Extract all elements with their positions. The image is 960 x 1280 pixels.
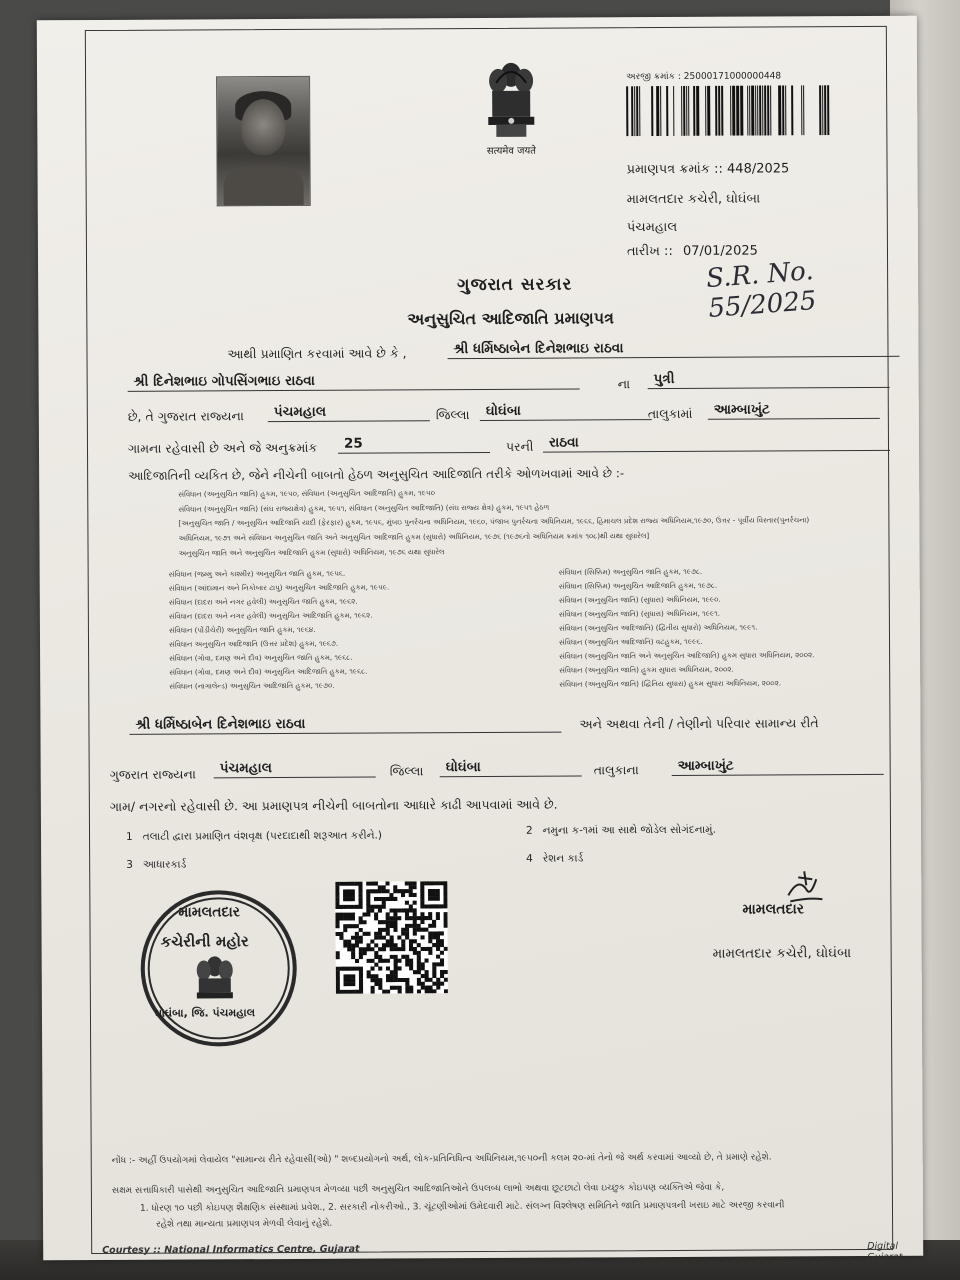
order-line: સંવિધાન (અનુસુચિત જાતિ અને અનુસુચિત આદિજાતિ) હુકમ સુધારા અધિનિયમ, ૨૦૦૨. xyxy=(559,650,815,661)
order-line: અનુસુચિત જાતિ અને અનુસુચિત આદિજાતિ હુકમ (સુધારો) અધિનિયમ, ૧૯૭૬ યથા સુધારેલ xyxy=(178,546,445,558)
resident-prefix: ગામના રહેવાસી છે અને જે અનુક્રમાંક xyxy=(127,439,318,456)
government-title: ગુજરાત સરકાર xyxy=(457,274,573,296)
order-line: [અનુસુચિત જાતિ / અનુસુચિત આદિજાતિ યાદી (ફેરફાર) હુકમ, ૧૯૫૬, મુંબઇ પુનર્રચના અધિનિયમ, ૧૯૬૦, પંજાબ પુનર્રચના અધિનિયમ, ૧૯૬૬, હિમાચલ પ્રદેશ રાજ્ય અધિનિયમ,૧૯૭૦, ઉત્તર - પૂર્વીય વિસ્તાર(પુનર્રચના) xyxy=(178,515,810,528)
order-line: સંવિધાન (અનુસુચિત જાતિ) (સુધારા) અધિનિયમ, ૧૯૯૧. xyxy=(558,608,721,619)
residence-district-label: જિલ્લા xyxy=(389,763,424,779)
order-line: સંવિધાન અનુસુચિત આદિજાતિ (ઉત્તર પ્રદેશ) હુકમ, ૧૯૬૭. xyxy=(169,638,339,649)
district-line: પંચમહાલ xyxy=(626,219,678,236)
certificate-date-row xyxy=(627,244,758,260)
document-item: 3 આધારકાર્ડ xyxy=(126,858,187,871)
signatory-designation: મામલતદાર xyxy=(742,901,805,918)
note-3: 1. ધોરણ ૧૦ પછી કોઇપણ શૈક્ષણિક સંસ્થામાં પ્રવેશ., 2. સરકારી નોકરીઓ., 3. ચૂંટણીઓમાં ઉમેદવારી માટે. સંલગ્ન વિશ્લેષણ સમિતિને જાતિ પ્રમાણપત્રની ખરાઇ માટે અરજી કરવાની xyxy=(139,1200,785,1214)
father-name-field: શ્રી દિનેશભાઇ ગોપસિંગભાઇ રાઠવા xyxy=(128,371,580,391)
national-emblem-icon xyxy=(476,57,546,147)
document-item: 1 તલાટી દ્વારા પ્રમાણિત વંશવૃક્ષ (પરદાદાથી શરૂઆત કરીને.) xyxy=(126,829,382,843)
seal-top-text: મામલતદાર xyxy=(178,904,241,921)
tribe-statement: આદિજાતિની વ્યકિત છે, જેને નીચેની બાબતો હેઠળ અનુસુચિત આદિજાતિ તરીકે ઓળખવામાં આવે છે :- xyxy=(128,466,625,483)
certificate-number-value: 448/2025 xyxy=(726,161,790,177)
date-value: 07/01/2025 xyxy=(682,243,758,259)
residence-village-field: આમ્બાખુંટ xyxy=(672,757,884,776)
order-line: સંવિધાન (અનુસુચિત જાતિ) હુકમ, ૧૯૫૦, સંવિધાન (અનુસુચિત આદિજાતિ) હુકમ, ૧૯૫૦ xyxy=(178,488,435,499)
basis-statement: ગામ/ નગરનો રહેવાસી છે. આ પ્રમાણપત્ર નીચેની બાબતોના આધારે કાઢી આપવામાં આવે છે. xyxy=(109,796,558,814)
tribe-field: રાઠવા xyxy=(543,433,890,453)
residence-district-field: પંચમહાલ xyxy=(214,760,376,779)
order-line: સંવિધાન (અનુસુચિત આદિજાતિ) વટહુકમ, ૧૯૯૬. xyxy=(558,636,703,647)
residence-taluka-label: તાલુકાના xyxy=(593,762,639,778)
order-line: સંવિધાન (આંદામાન અને નિકોબાર ટાપુ) અનુસુચિત આદિજાતિ હુકમ, ૧૯૫૯. xyxy=(168,582,390,593)
note-2: સક્ષમ સત્તાધિકારી પાસેથી અનુસુચિત આદિજાતિ પ્રમાણપત્ર મેળવ્યા પછી અનુસુચિત આદિજાતિઓને ઉપલબ્ધ લાભો અથવા છૂટછાટો લેવા ઇચ્છુક કોઇપણ વ્યક્તિએ જેવા કે, xyxy=(111,1182,725,1196)
note-1: નોંધ :- અહીં ઉપયોગમાં લેવાયેલ "સામાન્ય રીતે રહેવાસી(ઓ) " શબ્દપ્રયોગનો અર્થ, લોક-પ્રતિનિધિત્વ અધિનિયમ,૧૯૫૦ની કલમ ૨૦-માં તેનો જે અર્થ કરવામાં આવ્યો છે, તે પ્રમાણે રહેશે. xyxy=(111,1152,772,1166)
orders-right-list xyxy=(559,567,880,690)
village-field: આમ્બાખુંટ xyxy=(708,401,880,420)
residence-taluka-field: ઘોઘંબા xyxy=(440,758,582,777)
emblem-motto: सत्यमेव जयते xyxy=(486,145,537,157)
of-label: ના xyxy=(617,376,631,392)
seal-bottom-text: ઘોઘંબા, જિ. પંચમહાલ xyxy=(154,1006,256,1020)
handwritten-serial-note: S.R. No. 55/2025 xyxy=(705,256,818,324)
digital-gujarat-mark: Digital Gujarat xyxy=(867,1240,903,1263)
on-label: પરની xyxy=(505,438,534,454)
taluka-suffix: તાલુકામાં xyxy=(647,405,693,422)
certificate-number-row: પ્રમાણપત્ર ક્રમાંક :: 448/2025 xyxy=(626,161,790,178)
seal-middle-text: કચેરીની મહોર xyxy=(160,932,249,951)
order-line: સંવિધાન (ગોવા, દમણ અને દીવ) અનુસુચિત જાતિ હુકમ, ૧૯૬૮. xyxy=(169,652,353,663)
seal-emblem-icon xyxy=(189,954,241,1000)
relation-field: પુત્રી xyxy=(648,370,890,389)
order-line: સંવિધાન (અનુસુચિત જાતિ) (સુધારા) અધિનિયમ, ૧૯૯૦. xyxy=(558,594,721,605)
certificate-paper xyxy=(37,16,923,1261)
order-line: સંવિધાન (ગોવા, દમણ અને દીવ) અનુસુચિત આદિજાતિ હુકમ, ૧૯૬૮. xyxy=(169,666,368,677)
district-field: પંચમહાલ xyxy=(268,403,430,422)
office-line: મામલતદાર કચેરી, ઘોઘંબા xyxy=(626,191,761,208)
order-line: સંવિધાન (અનુસુચિત જાતિ) હુકમ સુધારા અધિનિયમ, ૨૦૦૨. xyxy=(559,664,734,675)
residence-applicant-field: શ્રી ધર્મિષ્ઠાબેન દિનેશભાઇ રાઠવા xyxy=(129,715,561,735)
certificate-title: અનુસુચિત આદિજાતિ પ્રમાણપત્ર xyxy=(407,308,614,329)
order-line: સંવિધાન (સિક્કિમ) અનુસુચિત જાતિ હુકમ, ૧૯૭૮. xyxy=(558,566,703,577)
orders-full-list xyxy=(178,487,878,558)
order-line: સંવિધાન (અનુસુચિત જાતિ) (સંઘ રાજ્યક્ષેત્ર) હુકમ, ૧૯૫૧, સંવિધાન (અનુસુચિત આદિજાતિ) (સંઘ રાજ્ય ક્ષેત્ર) હુકમ, ૧૯૫૧ હેઠળ xyxy=(178,502,550,514)
office-seal xyxy=(140,890,297,1047)
order-line: સંવિધાન (દાદરા અને નગર હવેલી) અનુસુચિત આદિજાતિ હુકમ, ૧૯૬૨. xyxy=(168,610,373,621)
signatory-office: મામલતદાર કચેરી, ઘોઘંબા xyxy=(712,945,852,962)
order-line: સંવિધાન (અનુસુચિત જાતિ) (દ્વિતિય સુધારા) હુકમ સુધારા અધિનિયમ, ૨૦૦૨. xyxy=(559,678,782,689)
applicant-photo xyxy=(216,76,311,206)
application-number: અરજી ક્રમાંક : 25000171000000448 xyxy=(626,71,782,83)
certificate-number-label: પ્રમાણપત્ર ક્રમાંક xyxy=(626,161,711,178)
order-line: સંવિધાન (જમ્મુ અને કાશ્મીર) અનુસુચિત જાતિ હુકમ, ૧૯૫૬. xyxy=(168,568,346,579)
note-4: રહેશે તથા માન્યતા પ્રમાણપત્ર મેળવી લેવાનું રહેશે. xyxy=(156,1218,333,1230)
order-line: સંવિધાન (નાગાલેન્ડ) અનુસુચિત આદિજાતિ હુકમ, ૧૯૭૦. xyxy=(169,681,335,691)
document-item: 4 રેશન કાર્ડ xyxy=(526,852,584,865)
document-item: 2 નમુના ક-૧માં આ સાથે જોડેલ સોગંદનામું. xyxy=(525,823,716,837)
serial-number-field: 25 xyxy=(338,435,490,454)
order-line: અધિનિયમ, ૧૯૭૧ અને સંવિધાન અનુસુચિત જાતિ અને અનુસુચિત આદિજાતિ હુકમ (સુધારો) અધિનિયમ, ૧૯૭૬ (૧૯૭૬નો અધિનિયમ ક્રમાંક ૧૦૮)થી યથા સુધારેલ] xyxy=(178,531,650,543)
order-line: સંવિધાન (સિક્કિમ) અનુસુચિત આદિજાતિ હુકમ, ૧૯૭૮. xyxy=(558,580,718,591)
barcode xyxy=(624,85,834,136)
order-line: સંવિધાન (દાદરા અને નગર હવેલી) અનુસુચિત જાતિ હુકમ, ૧૯૬૨. xyxy=(168,596,358,607)
district-label: જિલ્લા xyxy=(435,407,470,423)
orders-left-list xyxy=(169,569,530,692)
date-label: તારીખ :: xyxy=(626,243,673,260)
family-suffix: અને અથવા તેની / તેણીનો પરિવાર સામાન્ય રીતે xyxy=(579,715,819,732)
certify-prefix: આથી પ્રમાણિત કરવામાં આવે છે કે , xyxy=(227,345,407,362)
qr-code xyxy=(335,881,448,994)
taluka-field: ઘોઘંબા xyxy=(480,402,652,421)
applicant-name-field: શ્રી ધર્મિષ્ઠાબેન દિનેશભાઇ રાઠવા xyxy=(447,339,899,359)
order-line: સંવિધાન (પોંડીચેરી) અનુસુચિત જાતિ હુકમ, ૧૯૬૪. xyxy=(168,624,316,635)
state-prefix: છે, તે ગુજરાત રાજ્યના xyxy=(127,408,244,424)
courtesy-line: Courtesy :: National Informatics Centre, Gujarat xyxy=(102,1243,360,1256)
order-line: સંવિધાન (અનુસુચિત આદિજાતિ) (દ્વિતીય સુધારો) અધિનિયમ, ૧૯૯૧. xyxy=(558,622,758,633)
certificate-frame xyxy=(85,26,903,1263)
residence-state-prefix: ગુજરાત રાજ્યના xyxy=(109,766,196,782)
